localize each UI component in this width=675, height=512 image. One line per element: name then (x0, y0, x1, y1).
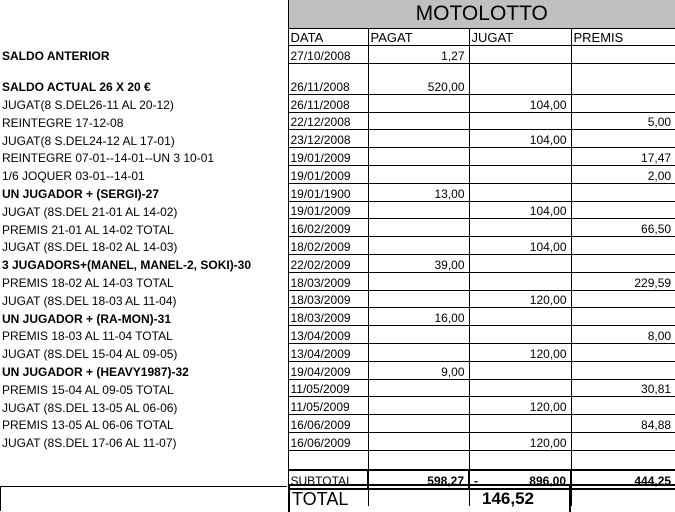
row-label[interactable]: JUGAT (8S.DEL 13-05 AL 06-06) (0, 397, 288, 415)
row-pagat[interactable]: 39,00 (368, 254, 469, 272)
table-row (0, 112, 675, 130)
row-label[interactable]: JUGAT(8 S.DEL24-12 AL 17-01) (0, 130, 288, 148)
table-row (0, 397, 675, 415)
row-label[interactable]: 1/6 JOQUER 03-01--14-01 (0, 165, 288, 183)
row-date[interactable]: 19/01/1900 (288, 183, 368, 201)
header-row (0, 29, 675, 46)
empty-cell[interactable] (571, 450, 675, 470)
total-left-box (0, 486, 287, 511)
row-jugat[interactable] (469, 308, 571, 326)
saldo-anterior-row (0, 46, 675, 64)
row-pagat[interactable]: 16,00 (368, 308, 469, 326)
total-row (288, 484, 675, 512)
row-jugat[interactable] (469, 361, 571, 379)
row-date[interactable]: 13/04/2009 (288, 326, 368, 344)
subtotal-minus-sign: - (474, 473, 478, 488)
table-row (0, 272, 675, 290)
saldo-anterior-date[interactable]: 27/10/2008 (288, 46, 368, 64)
row-jugat[interactable]: 104,00 (469, 201, 571, 219)
empty-cell[interactable] (571, 63, 675, 94)
table-row (0, 308, 675, 326)
row-date[interactable]: 13/04/2009 (288, 343, 368, 361)
row-date[interactable]: 18/02/2009 (288, 237, 368, 255)
row-premis[interactable] (571, 308, 675, 326)
row-pagat[interactable] (368, 379, 469, 397)
row-pagat[interactable] (368, 201, 469, 219)
row-premis[interactable] (571, 201, 675, 219)
row-jugat[interactable] (469, 183, 571, 201)
row-label[interactable]: PREMIS 21-01 AL 14-02 TOTAL (0, 219, 288, 237)
row-jugat[interactable]: 104,00 (469, 130, 571, 148)
empty-cell[interactable] (0, 450, 288, 470)
saldo-anterior-label[interactable]: SALDO ANTERIOR (0, 46, 288, 64)
row-jugat[interactable] (469, 326, 571, 344)
table-row (0, 183, 675, 201)
row-label[interactable]: JUGAT (8S.DEL 15-04 AL 09-05) (0, 343, 288, 361)
subtotal-premis[interactable]: 444,25 (571, 470, 675, 489)
table-row (0, 94, 675, 112)
row-date[interactable]: 16/06/2009 (288, 432, 368, 450)
total-divider-right (569, 486, 571, 512)
table-row (0, 343, 675, 361)
table-row (0, 219, 675, 237)
row-label[interactable]: JUGAT (8S.DEL 17-06 AL 11-07) (0, 432, 288, 450)
row-jugat[interactable] (469, 254, 571, 272)
total-label[interactable]: TOTAL (292, 489, 349, 509)
row-pagat[interactable]: 9,00 (368, 361, 469, 379)
spacer-row (0, 450, 675, 470)
empty-cell[interactable] (288, 450, 368, 470)
row-jugat[interactable] (469, 219, 571, 237)
row-jugat[interactable]: 120,00 (469, 397, 571, 415)
row-premis[interactable] (571, 94, 675, 112)
table-row (0, 165, 675, 183)
row-label[interactable]: JUGAT (8S.DEL 18-03 AL 11-04) (0, 290, 288, 308)
row-pagat[interactable] (368, 415, 469, 433)
row-date[interactable]: 22/12/2008 (288, 112, 368, 130)
saldo-anterior-pagat[interactable]: 1,27 (368, 46, 469, 64)
row-date[interactable]: 19/01/2009 (288, 165, 368, 183)
table-row (0, 361, 675, 379)
row-pagat[interactable] (368, 94, 469, 112)
row-label[interactable]: REINTEGRE 17-12-08 (0, 112, 288, 130)
empty-cell[interactable] (469, 63, 571, 94)
row-premis[interactable]: 2,00 (571, 165, 675, 183)
row-label[interactable]: REINTEGRE 07-01--14-01--UN 3 10-01 (0, 148, 288, 166)
row-pagat[interactable] (368, 148, 469, 166)
row-date[interactable]: 26/11/2008 (288, 94, 368, 112)
row-label[interactable]: JUGAT (8S.DEL 18-02 AL 14-03) (0, 237, 288, 255)
row-premis[interactable]: 5,00 (571, 112, 675, 130)
row-label[interactable]: PREMIS 18-03 AL 11-04 TOTAL (0, 326, 288, 344)
row-jugat[interactable] (469, 415, 571, 433)
row-pagat[interactable] (368, 130, 469, 148)
table-row (0, 379, 675, 397)
row-jugat[interactable] (469, 165, 571, 183)
row-pagat[interactable] (368, 432, 469, 450)
header-pagat[interactable]: PAGAT (368, 29, 469, 46)
row-premis[interactable] (571, 397, 675, 415)
row-date[interactable]: 22/02/2009 (288, 254, 368, 272)
row-date[interactable]: 11/05/2009 (288, 379, 368, 397)
row-date[interactable]: 11/05/2009 (288, 397, 368, 415)
header-jugat[interactable]: JUGAT (469, 29, 571, 46)
row-pagat[interactable] (368, 165, 469, 183)
blank-cell[interactable] (0, 29, 288, 46)
table-row (0, 237, 675, 255)
subtotal-label[interactable]: SUBTOTAL (288, 470, 368, 489)
row-jugat[interactable]: 120,00 (469, 343, 571, 361)
empty-cell[interactable] (368, 450, 469, 470)
row-date[interactable]: 19/04/2009 (288, 361, 368, 379)
row-label[interactable]: JUGAT (8S.DEL 21-01 AL 14-02) (0, 201, 288, 219)
total-divider (288, 486, 290, 512)
row-date[interactable]: 18/03/2009 (288, 290, 368, 308)
title-row (0, 0, 675, 29)
row-label[interactable]: 3 JUGADORS+(MANEL, MANEL-2, SOKI)-30 (0, 254, 288, 272)
row-premis[interactable]: 66,50 (571, 219, 675, 237)
row-pagat[interactable] (368, 237, 469, 255)
row-premis[interactable]: 229,59 (571, 272, 675, 290)
row-pagat[interactable] (368, 290, 469, 308)
row-jugat[interactable]: 104,00 (469, 237, 571, 255)
row-label[interactable]: PREMIS 18-02 AL 14-03 TOTAL (0, 272, 288, 290)
row-pagat[interactable] (368, 326, 469, 344)
header-premis[interactable]: PREMIS (571, 29, 675, 46)
table-row (0, 290, 675, 308)
row-premis[interactable]: 30,81 (571, 379, 675, 397)
row-premis[interactable] (571, 361, 675, 379)
saldo-actual-row (0, 63, 675, 94)
row-label[interactable]: UN JUGADOR + (SERGI)-27 (0, 183, 288, 201)
row-label[interactable]: UN JUGADOR + (RA-MON)-31 (0, 308, 288, 326)
table-row (0, 148, 675, 166)
empty-cell[interactable] (571, 46, 675, 64)
saldo-actual-date[interactable]: 26/11/2008 (288, 63, 368, 94)
row-date[interactable]: 16/02/2009 (288, 219, 368, 237)
row-pagat[interactable] (368, 343, 469, 361)
row-pagat[interactable]: 13,00 (368, 183, 469, 201)
row-jugat[interactable] (469, 148, 571, 166)
row-pagat[interactable] (368, 112, 469, 130)
row-premis[interactable] (571, 254, 675, 272)
row-premis[interactable]: 8,00 (571, 326, 675, 344)
row-label[interactable]: JUGAT(8 S.DEL26-11 AL 20-12) (0, 94, 288, 112)
row-date[interactable]: 16/06/2009 (288, 415, 368, 433)
empty-cell[interactable] (469, 450, 571, 470)
subtotal-pagat[interactable]: 598,27 (368, 470, 469, 489)
row-pagat[interactable] (368, 397, 469, 415)
row-date[interactable]: 19/01/2009 (288, 148, 368, 166)
row-jugat[interactable]: 120,00 (469, 290, 571, 308)
row-date[interactable]: 23/12/2008 (288, 130, 368, 148)
saldo-actual-label[interactable]: SALDO ACTUAL 26 X 20 € (0, 63, 288, 94)
row-label[interactable]: UN JUGADOR + (HEAVY1987)-32 (0, 361, 288, 379)
row-premis[interactable] (571, 237, 675, 255)
empty-cell[interactable] (469, 46, 571, 64)
row-pagat[interactable] (368, 219, 469, 237)
row-jugat[interactable] (469, 112, 571, 130)
table-row (0, 254, 675, 272)
row-date[interactable]: 18/03/2009 (288, 308, 368, 326)
sheet-title[interactable]: MOTOLOTTO (288, 0, 675, 29)
row-jugat[interactable]: 120,00 (469, 432, 571, 450)
row-label[interactable]: PREMIS 15-04 AL 09-05 TOTAL (0, 379, 288, 397)
subtotal-jugat: 896,00 (529, 473, 566, 488)
table-row (0, 432, 675, 450)
row-premis[interactable] (571, 130, 675, 148)
header-data[interactable]: DATA (288, 29, 368, 46)
row-jugat[interactable] (469, 379, 571, 397)
saldo-actual-pagat[interactable]: 520,00 (368, 63, 469, 94)
row-jugat[interactable] (469, 272, 571, 290)
row-pagat[interactable] (368, 272, 469, 290)
row-premis[interactable] (571, 290, 675, 308)
table-row (0, 415, 675, 433)
row-premis[interactable] (571, 343, 675, 361)
table-row (0, 201, 675, 219)
row-date[interactable]: 18/03/2009 (288, 272, 368, 290)
row-jugat[interactable]: 104,00 (469, 94, 571, 112)
table-row (0, 326, 675, 344)
table-row (0, 130, 675, 148)
row-premis[interactable] (571, 432, 675, 450)
row-label[interactable]: PREMIS 13-05 AL 06-06 TOTAL (0, 415, 288, 433)
row-premis[interactable]: 17,47 (571, 148, 675, 166)
blank-cell[interactable] (0, 0, 288, 29)
row-premis[interactable]: 84,88 (571, 415, 675, 433)
row-premis[interactable] (571, 183, 675, 201)
row-date[interactable]: 19/01/2009 (288, 201, 368, 219)
total-value[interactable]: 146,52 (482, 489, 534, 508)
